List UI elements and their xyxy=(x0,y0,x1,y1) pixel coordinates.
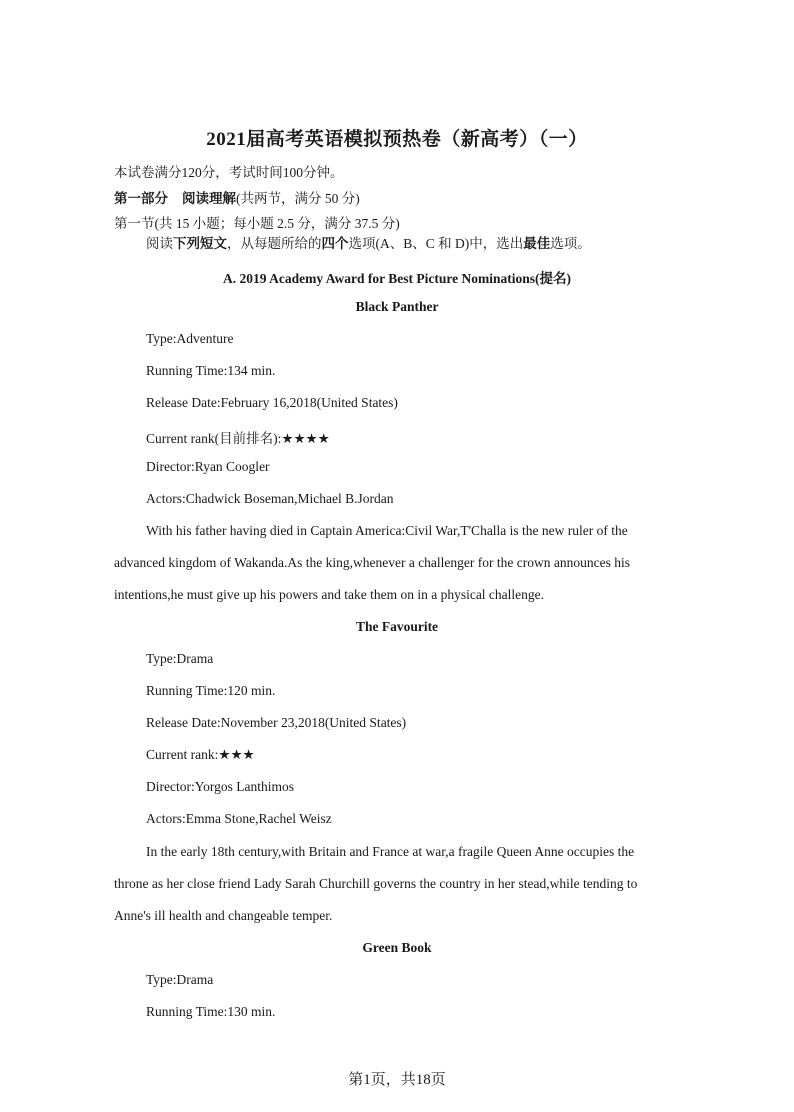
film-type: Type:Drama xyxy=(146,972,214,987)
film-rank: Current rank(目前排名):★★★★ xyxy=(146,431,330,446)
film-description-line: throne as her close friend Lady Sarah Churchill governs the country in her stead,while tending to xyxy=(114,876,638,891)
film-description-line: intentions,he must give up his powers and take them on in a physical challenge. xyxy=(114,587,545,602)
exam-intro: 本试卷满分120分，考试时间100分钟。 xyxy=(114,165,344,180)
passage-title: A. 2019 Academy Award for Best Picture Nominations(提名) xyxy=(223,271,571,286)
part-name: 阅读理解 xyxy=(182,191,236,206)
film-title: Black Panther xyxy=(355,299,439,314)
film-running-time: Running Time:120 min. xyxy=(146,683,276,698)
film-title: The Favourite xyxy=(355,619,439,634)
film-actors: Actors:Chadwick Boseman,Michael B.Jordan xyxy=(146,491,394,506)
document-title: 2021届高考英语模拟预热卷（新高考）（一） xyxy=(206,129,588,150)
page-indicator: 第1页，共18页 xyxy=(348,1072,446,1088)
film-description-line: Anne's ill health and changeable temper. xyxy=(114,908,333,923)
instruction-emphasis: 最佳 xyxy=(523,236,551,251)
film-director: Director:Yorgos Lanthimos xyxy=(146,779,294,794)
instruction-emphasis: 四个 xyxy=(321,236,349,251)
film-type: Type:Adventure xyxy=(146,331,234,346)
part-label: 第一部分 xyxy=(114,191,168,206)
section-line: 第一节(共 15 小题；每小题 2.5 分，满分 37.5 分) xyxy=(114,216,400,231)
instruction-emphasis: 下列短文 xyxy=(173,236,227,251)
film-title: Green Book xyxy=(362,940,432,955)
film-rank: Current rank:★★★ xyxy=(146,747,255,762)
part-suffix: (共两节，满分 50 分) xyxy=(236,191,360,206)
film-type: Type:Drama xyxy=(146,651,214,666)
film-release-date: Release Date:February 16,2018(United States) xyxy=(146,395,398,410)
instruction-text: 选项。 xyxy=(550,236,591,251)
film-running-time: Running Time:134 min. xyxy=(146,363,276,378)
instructions xyxy=(146,232,591,252)
film-description-line: In the early 18th century,with Britain and France at war,a fragile Queen Anne occupies the xyxy=(146,844,635,859)
film-running-time: Running Time:130 min. xyxy=(146,1004,276,1019)
film-description-line: With his father having died in Captain America:Civil War,T'Challa is the new ruler of the xyxy=(146,523,628,538)
part-heading xyxy=(114,187,360,207)
instruction-text: 选项(A、B、C 和 D)中，选出 xyxy=(348,236,524,251)
film-description-line: advanced kingdom of Wakanda.As the king,whenever a challenger for the crown announces his xyxy=(114,555,630,570)
instruction-text: ，从每题所给的 xyxy=(227,236,322,251)
instruction-text: 阅读 xyxy=(146,236,173,251)
film-actors: Actors:Emma Stone,Rachel Weisz xyxy=(146,811,332,826)
film-director: Director:Ryan Coogler xyxy=(146,459,270,474)
film-release-date: Release Date:November 23,2018(United States) xyxy=(146,715,407,730)
